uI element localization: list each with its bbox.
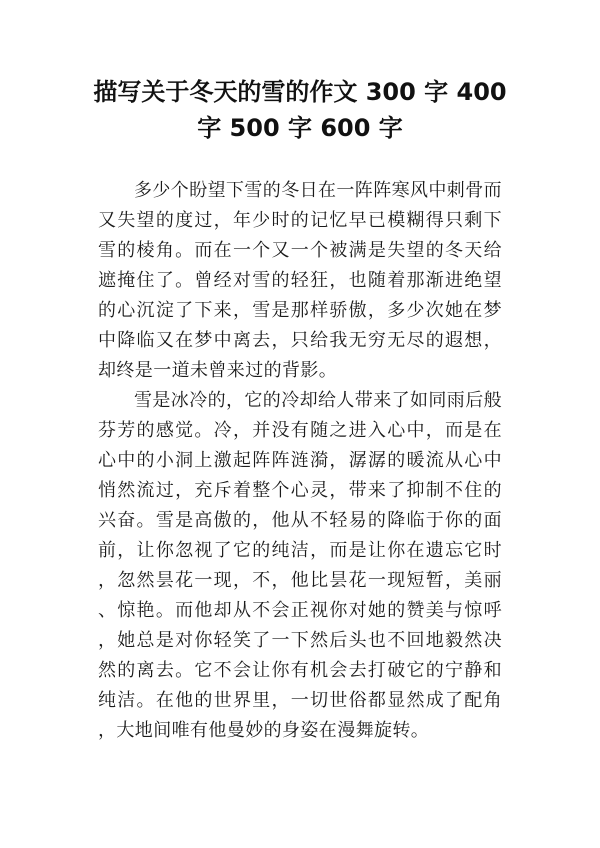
document-body: [98, 176, 502, 746]
document-title: 描写关于冬天的雪的作文 300 字 400 字 500 字 600 字: [93, 78, 507, 142]
paragraph-2: 雪是冰冷的，它的冷却给人带来了如同雨后般芬芳的感觉。冷，并没有随之进入心中，而是在心中的小洞上激起阵阵涟漪，潺潺的暖流从心中悄然流过，充斥着整个心灵，带来了抑制不住的兴奋。雪是高傲的，他从不轻易的降临于你的面前，让你忽视了它的纯洁，而是让你在遗忘它时，忽然昙花一现，不，他比昙花一现短暂，美丽、惊艳。而他却从不会正视你对她的赞美与惊呼，她总是对你轻笑了一下然后头也不回地毅然决然的离去。它不会让你有机会去打破它的宁静和纯洁。在他的世界里，一切世俗都显然成了配角，大地间唯有他曼妙的身姿在漫舞旋转。: [98, 390, 502, 741]
paragraph-1: 多少个盼望下雪的冬日在一阵阵寒风中刺骨而又失望的度过，年少时的记忆早已模糊得只剩下雪的棱角。而在一个又一个被满是失望的冬天给遮掩住了。曾经对雪的轻狂，也随着那渐进绝望的心沉淀了下来，雪是那样骄傲，多少次她在梦中降临又在梦中离去，只给我无穷无尽的遐想，却终是一道未曾来过的背影。: [98, 180, 502, 381]
